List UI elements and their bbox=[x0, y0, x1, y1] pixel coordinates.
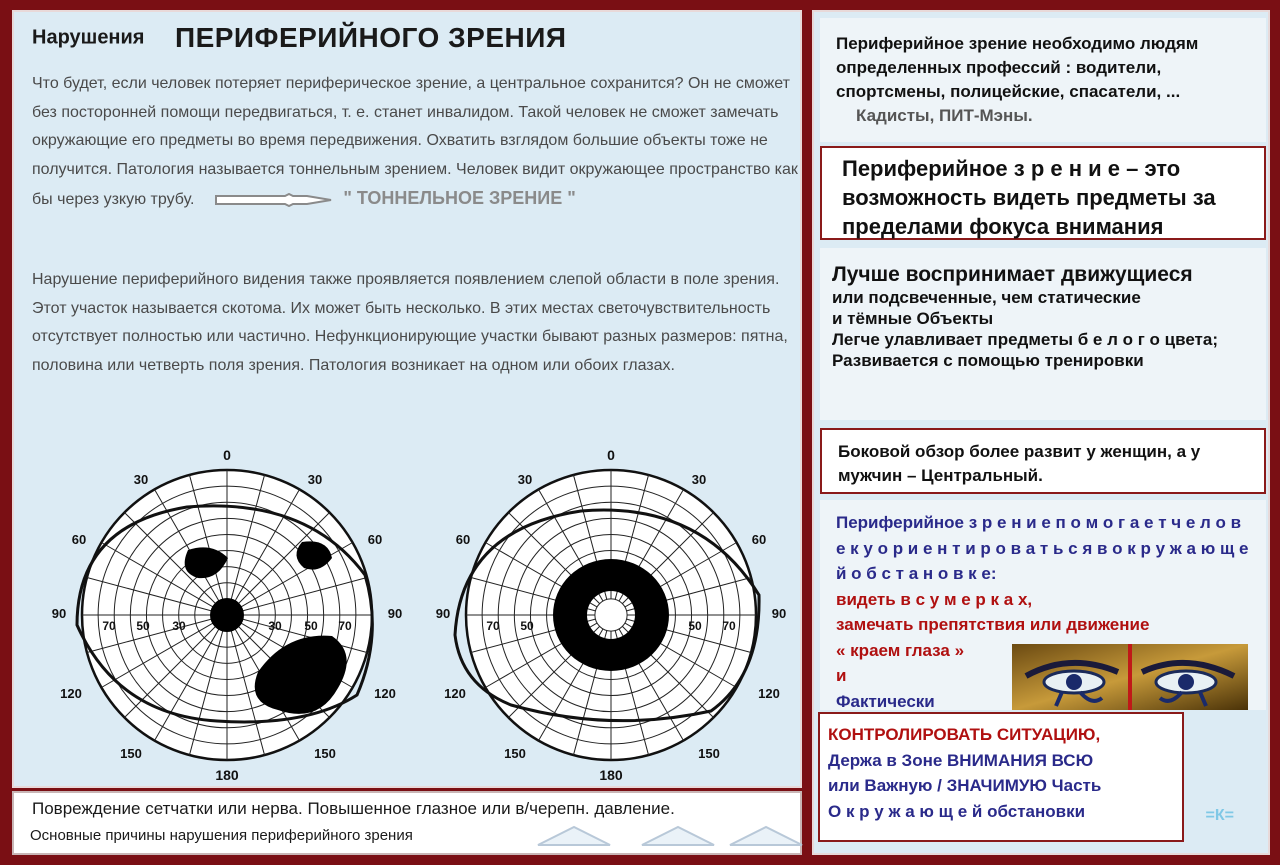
chart-degree-label: 70 bbox=[722, 619, 736, 633]
paragraph-scotoma: Нарушение периферийного видения также проявляется появлением слепой области в поле зрения. Этот участок называется скотома. Их может быть несколько. В этих местах светочувствительность отсутствует полностью или частично. Нефункционирующие участки бывают разных размеров: пятна, половина или четверть поля зрения. Патология возникает на одном или обоих глазах. bbox=[32, 271, 788, 374]
orientation-item: замечать препятствия или движение bbox=[836, 615, 1150, 634]
chart-degree-label: 90 bbox=[51, 606, 67, 621]
control-line: Держа в Зоне ВНИМАНИЯ ВСЮ bbox=[828, 750, 1094, 770]
orientation-and: и bbox=[836, 666, 847, 685]
perception-line: Легче улавливает предметы б е л о г о цвета; bbox=[832, 330, 1218, 349]
chart-degree-label: 180 bbox=[215, 767, 239, 783]
control-line: или Важную / ЗНАЧИМУЮ Часть bbox=[828, 776, 1102, 795]
chart-degree-label: 150 bbox=[504, 746, 526, 761]
chart-degree-label: 150 bbox=[314, 746, 336, 761]
arrow-right-icon bbox=[215, 193, 333, 207]
blind-spot bbox=[638, 616, 648, 626]
definition-box: Периферийное з р е н и е – это возможность видеть предметы за пределами фокуса внимания bbox=[820, 146, 1266, 240]
chart-degree-label: 60 bbox=[455, 532, 471, 547]
chart-degree-label: 60 bbox=[367, 532, 383, 547]
perception-line: или подсвеченные, чем статические bbox=[832, 288, 1141, 307]
chart-degree-label: 70 bbox=[102, 619, 116, 633]
orientation-box bbox=[820, 500, 1266, 710]
perception-line: и тёмные Объекты bbox=[832, 309, 994, 328]
chart-degree-label: 120 bbox=[60, 686, 82, 701]
visual-field-chart-tunnel bbox=[426, 440, 796, 785]
eye-of-horus-image bbox=[1012, 644, 1248, 710]
right-panel bbox=[812, 10, 1270, 855]
chart-degree-label: 50 bbox=[520, 619, 534, 633]
blind-spot-central bbox=[210, 598, 244, 632]
chart-degree-label: 70 bbox=[338, 619, 352, 633]
chart-degree-label: 30 bbox=[517, 472, 533, 487]
chart-degree-label: 30 bbox=[172, 619, 186, 633]
chart-degree-label: 150 bbox=[698, 746, 720, 761]
chart-degree-label: 50 bbox=[136, 619, 150, 633]
causes-panel bbox=[12, 791, 802, 855]
chart-degree-label: 120 bbox=[374, 686, 396, 701]
perception-line: Развивается с помощью тренировки bbox=[832, 351, 1144, 370]
chart-degree-label: 50 bbox=[688, 619, 702, 633]
gender-box: Боковой обзор более развит у женщин, а у мужчин – Центральный. bbox=[820, 428, 1266, 494]
chart-degree-label: 50 bbox=[304, 619, 318, 633]
chart-degree-label: 120 bbox=[758, 686, 780, 701]
professions-extra: Кадисты, ПИТ-Мэны. bbox=[856, 106, 1033, 125]
orientation-item: видеть в с у м е р к а х, bbox=[836, 589, 1033, 609]
orientation-fact: Фактически bbox=[836, 691, 935, 711]
arrow-up-icon bbox=[726, 823, 806, 849]
chart-degree-label: 60 bbox=[751, 532, 767, 547]
orientation-text: Периферийное з р е н и е п о м о г а е т ч е л о в е к у о р и е н т и р о в а т ь с я в о к р у ж а ю щ е й о б с т а н о в к е: bbox=[836, 513, 1249, 583]
arrow-up-icon bbox=[534, 823, 614, 849]
chart-degree-label: 90 bbox=[387, 606, 403, 621]
paragraph-tunnel-vision-text: Что будет, если человек потеряет периферическое зрение, а центральное сохранится? Он не сможет без посторонней помощи передвигаться, т. е. станет инвалидом. Такой человек не сможет замечать окружающие его предметы во время передвижения. Охватить взглядом большие объекты тоже не получится. Патология называется тоннельным зрением. Человек видит окружающее пространство как бы через узкую трубу. bbox=[32, 75, 798, 208]
control-headline: КОНТРОЛИРОВАТЬ СИТУАЦИЮ, bbox=[828, 725, 1101, 744]
title-main: ПЕРИФЕРИЙНОГО ЗРЕНИЯ bbox=[174, 22, 567, 53]
control-line: О к р у ж а ю щ е й обстановки bbox=[828, 801, 1086, 821]
perception-lead: Лучше воспринимает движущиеся bbox=[832, 263, 1193, 286]
causes-text: Повреждение сетчатки или нерва. Повышенное глазное или в/черепн. давление. bbox=[32, 799, 675, 818]
page-title bbox=[32, 22, 566, 54]
chart-degree-label: 0 bbox=[223, 447, 231, 463]
chart-degree-label: 120 bbox=[444, 686, 466, 701]
left-panel bbox=[12, 10, 802, 788]
arrow-up-icon bbox=[638, 823, 718, 849]
chart-degree-label: 90 bbox=[771, 606, 787, 621]
chart-degree-label: 30 bbox=[307, 472, 323, 487]
chart-degree-label: 0 bbox=[607, 447, 615, 463]
professions-box bbox=[820, 18, 1266, 142]
chart-degree-label: 150 bbox=[120, 746, 142, 761]
chart-degree-label: 30 bbox=[133, 472, 149, 487]
author-sign: =К= bbox=[1205, 807, 1234, 824]
professions-text: Периферийное зрение необходимо людям определенных профессий : водители, спортсмены, полицейские, спасатели, ... bbox=[836, 34, 1199, 101]
title-prefix: Нарушения bbox=[32, 26, 145, 49]
visual-field-chart-scotomas bbox=[42, 440, 412, 785]
control-box bbox=[818, 712, 1184, 842]
chart-degree-label: 90 bbox=[435, 606, 451, 621]
chart-degree-label: 70 bbox=[486, 619, 500, 633]
chart-degree-label: 180 bbox=[599, 767, 623, 783]
chart-degree-label: 30 bbox=[268, 619, 282, 633]
perception-box bbox=[820, 248, 1266, 420]
tunnel-vision-label: " ТОННЕЛЬНОЕ ЗРЕНИЕ " bbox=[343, 188, 576, 208]
chart-degree-label: 30 bbox=[691, 472, 707, 487]
orientation-item: « краем глаза » bbox=[836, 640, 965, 660]
paragraph-tunnel-vision bbox=[32, 70, 800, 215]
chart-degree-label: 60 bbox=[71, 532, 87, 547]
causes-caption: Основные причины нарушения периферийного зрения bbox=[30, 827, 413, 844]
